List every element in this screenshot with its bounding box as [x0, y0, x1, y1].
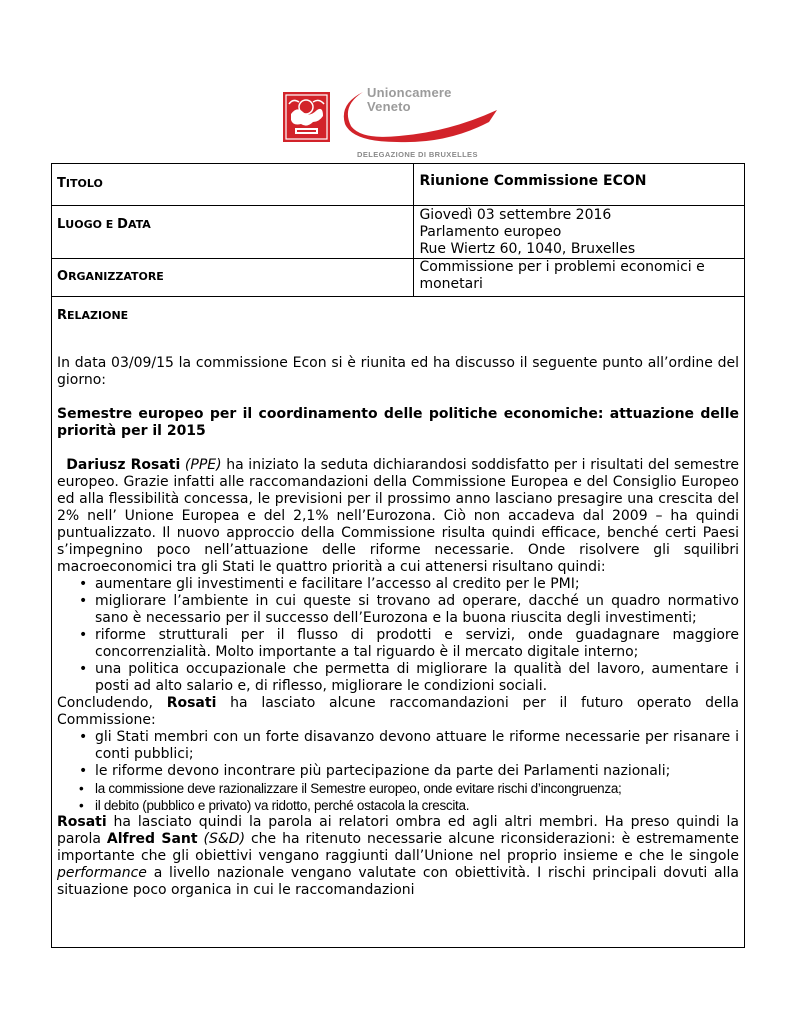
- list-item: • una politica occupazionale che permetta di migliorare la qualità del lavoro, aumentare i posti ad alto salario e, di riflesso, migliorare le condizioni sociali.: [95, 661, 739, 695]
- relazione-cell: [52, 297, 745, 948]
- row-organizzatore: [52, 259, 745, 297]
- agenda-heading: Semestre europeo per il coordinamento delle politiche economiche: attuazione delle priorità per il 2015: [57, 406, 739, 439]
- titolo-value: Riunione Commissione ECON: [419, 173, 647, 189]
- speaker-sant: Alfred Sant: [106, 831, 198, 847]
- titolo-label-cell: [52, 164, 414, 206]
- report-table: [51, 163, 745, 948]
- organizzatore-line-1: Commissione per i problemi economici e: [419, 259, 705, 275]
- list-item: • riforme strutturali per il flusso di prodotti e servizi, onde guadagnare maggiore concorrenzialità. Molto importante a tal riguardo è il mercato digitale interno;: [95, 627, 739, 661]
- recommendations-list: [57, 729, 739, 814]
- list-item: • il debito (pubblico e privato) va ridotto, perché ostacola la crescita.: [95, 797, 739, 814]
- luogo-place: Parlamento europeo: [419, 224, 562, 240]
- luogo-address: Rue Wiertz 60, 1040, Bruxelles: [419, 241, 636, 257]
- logo-wordmark: [367, 86, 452, 114]
- delegation-label: DELEGAZIONE DI BRUXELLES: [357, 150, 478, 159]
- relazione-label: RELAZIONE: [57, 308, 129, 323]
- luogo-value: [419, 206, 739, 258]
- party-sd: (S&D): [203, 831, 246, 847]
- logo-line-1: Unioncamere: [367, 85, 452, 100]
- speaker-rosati: Dariusz Rosati: [66, 457, 181, 473]
- organizzatore-label-cell: [52, 259, 414, 297]
- luogo-value-cell: [414, 206, 745, 259]
- logo-line-2: Veneto: [367, 99, 411, 114]
- list-item: • la commissione deve razionalizzare il Semestre europeo, onde evitare rischi d’incongruenza;: [95, 780, 739, 797]
- luogo-label-cell: [52, 206, 414, 259]
- sant-paragraph: Rosati ha lasciato quindi la parola ai relatori ombra ed agli altri membri. Ha preso quindi la parola Alfred Sant (S&D) che ha ritenuto necessarie alcune riconsiderazioni: è estremamente importante che gli obiettivi vengano raggiunti dall’Unione nel proprio insieme e che le singole performance a livello nazionale vengano valutate con obiettività. I rischi principali dovuti alla situazione poco organica in cui le raccomandazioni: [57, 814, 740, 898]
- organizzatore-value: [419, 259, 739, 293]
- list-item: • aumentare gli investimenti e facilitare l’accesso al credito per le PMI;: [95, 576, 739, 593]
- titolo-value-cell: [414, 164, 745, 206]
- row-titolo: [52, 164, 745, 206]
- rosati-paragraph: [57, 457, 739, 576]
- luogo-date: Giovedì 03 settembre 2016: [419, 207, 612, 223]
- luogo-label: LUOGO E DATA: [57, 217, 151, 232]
- intro-paragraph: In data 03/09/15 la commissione Econ si è riunita ed ha discusso il seguente punto all’ordine del giorno:: [57, 355, 739, 388]
- conclusion-paragraph: Concludendo, Rosati ha lasciato alcune raccomandazioni per il futuro operato della Commissione:: [57, 695, 739, 728]
- titolo-label: TITOLO: [57, 176, 103, 191]
- list-item: • migliorare l’ambiente in cui queste si trovano ad operare, dacché un quadro normativo sano è necessario per il successo dell’Eurozona e la buona riuscita degli investimenti;: [95, 593, 739, 627]
- list-item: • gli Stati membri con un forte disavanzo devono attuare le riforme necessarie per risanare i conti pubblici;: [95, 729, 739, 763]
- priorities-list: [57, 576, 739, 695]
- organizzatore-line-2: monetari: [419, 276, 483, 292]
- rosati-text: ha iniziato la seduta dichiarandosi soddisfatto per i risultati del semestre europeo. Grazie infatti alle raccomandazioni della Commissione Europea e del Consiglio Europeo ed alla flessibilità concessa, le previsioni per il prossimo anno lasciano presagire una crescita del 2% nell’ Unione Europea e del 2,1% nell’Eurozona. Ciò non accadeva dal 2009 – ha quindi puntualizzato. Il nuovo approccio della Commissione risulta quindi efficace, benché certi Paesi s’impegnino poco nell’attuazione delle riforme necessarie. Onde risolvere gli squilibri macroeconomici tra gli Stati le quattro priorità a cui attenersi risultano quindi:: [57, 457, 740, 575]
- party-ppe: (PPE): [184, 457, 222, 473]
- lion-of-st-mark-icon: [283, 92, 330, 142]
- row-luogo-data: [52, 206, 745, 259]
- organizzatore-value-cell: [414, 259, 745, 297]
- row-relazione: [52, 297, 745, 948]
- list-item: • le riforme devono incontrare più partecipazione da parte dei Parlamenti nazionali;: [95, 763, 739, 780]
- organizzatore-label: ORGANIZZATORE: [57, 269, 164, 284]
